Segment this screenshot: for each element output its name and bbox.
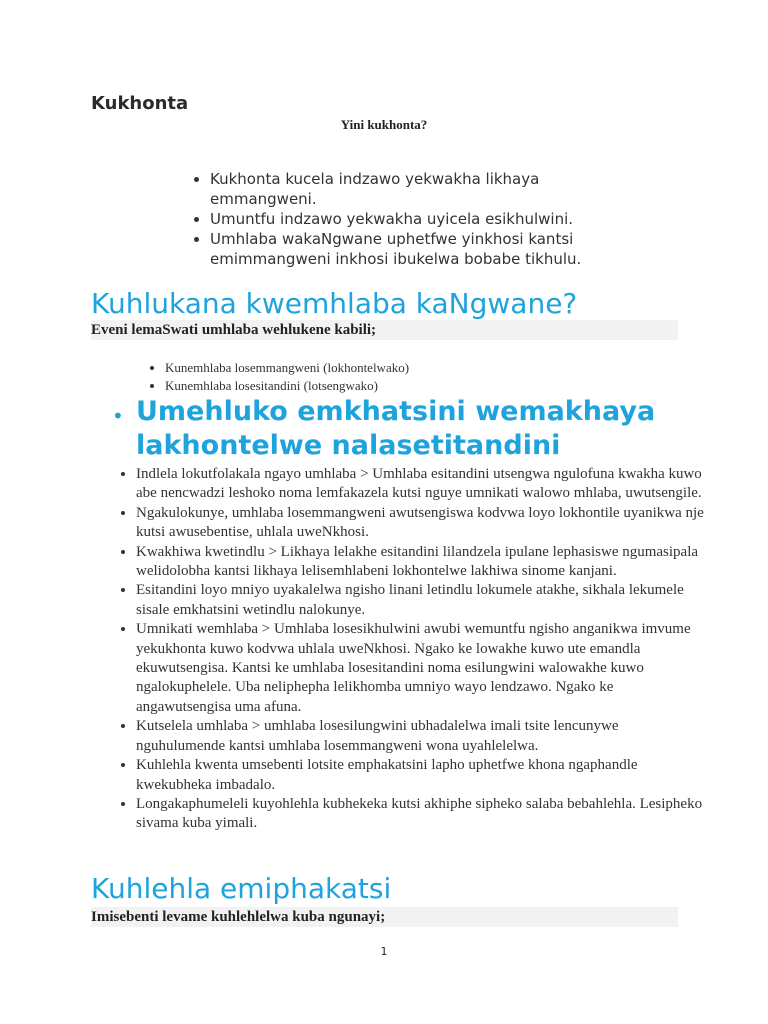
section-heading-umehluko: Umehluko emkhatsini wemakhaya lakhontelwe nalasetitandini — [136, 396, 656, 461]
document-title: Kukhonta — [91, 93, 189, 114]
intro-item: • Umhlaba wakaNgwane uphetfwe yinkhosi kantsi emimmangweni inkhosi ibukelwa bobabe tikhulu. — [210, 229, 650, 269]
list-item: • Longakaphumeleli kuyohlehla kubhekeka kutsi akhiphe sipheko salaba bebahlehla. Lesipheko sivama kuba yimali. — [136, 795, 704, 834]
list-item: • Umnikati wemhlaba > Umhlaba losesikhulwini awubi wemuntfu ngisho anganikwa imvume yekukhonta kuwo kodvwa uhlala uweNkhosi. Ngako ke lowakhe kuwo ute emandla ekuwutsengisa. Kantsi ke umhlaba losesitandini noma esilungwini walowakhe kuwo ngalokuphelele. Uba neliphepha lelikhomba umniyo wayo lendzawo. Ngako ke angawutsengisa uma afuna. — [136, 620, 704, 717]
list-item: • Esitandini loyo mniyo uyakalelwa ngisho linani letindlu lokumele atakhe, sikhala lekumele sisale emkhatsini wetindlu nalokunye. — [136, 581, 704, 620]
list-item: • Indlela lokutfolakala ngayo umhlaba > Umhlaba esitandini utsengwa ngulofuna kwakha kuwo abe nencwadzi leshoko noma lemfakazela kutsi nguye umnikati walowo mhlaba, uwutsengile. — [136, 465, 704, 504]
land-types-list — [146, 359, 665, 395]
list-item: • Kunemhlaba losesitandini (lotsengwako) — [165, 377, 665, 395]
list-item: • Kunemhlaba losemmangweni (lokhontelwako) — [165, 359, 665, 377]
section-heading-kuhlehla: Kuhlehla emiphakatsi — [91, 872, 392, 905]
bullet-icon: • — [112, 404, 124, 428]
section-lead-eveni: Eveni lemaSwati umhlaba wehlukene kabili; — [91, 320, 678, 340]
differences-list — [116, 465, 704, 834]
list-item: • Kwakhiwa kwetindlu > Likhaya lelakhe esitandini lilandzela ipulane lephasiswe ngumasipala welidolobha kantsi likhaya lelisemhlabeni lokhontelwe lakhiwa sinome kanjani. — [136, 543, 704, 582]
page-number: 1 — [380, 945, 388, 958]
document-subtitle: Yini kukhonta? — [340, 117, 428, 132]
section-heading-kuhlukana: Kuhlukana kwemhlaba kaNgwane? — [91, 287, 578, 320]
intro-item: • Kukhonta kucela indzawo yekwakha likhaya emmangweni. — [210, 169, 650, 209]
intro-list — [190, 169, 650, 269]
list-item: • Ngakulokunye, umhlaba losemmangweni awutsengiswa kodvwa loyo lokhontile uyanikwa nje kutsi awusebentise, uhlala uweNkhosi. — [136, 504, 704, 543]
list-item: • Kutselela umhlaba > umhlaba losesilungwini ubhadalelwa imali tsite lencunywe nguhulumende kantsi umhlaba losemmangweni wona uyahlelelwa. — [136, 717, 704, 756]
section-lead-imisebenti: Imisebenti levame kuhlehlelwa kuba ngunayi; — [91, 907, 678, 927]
list-item: • Kuhlehla kwenta umsebenti lotsite emphakatsini lapho uphetfwe khona ngaphandle kwekubheka imbadalo. — [136, 756, 704, 795]
intro-item: • Umuntfu indzawo yekwakha uyicela esikhulwini. — [210, 209, 650, 229]
